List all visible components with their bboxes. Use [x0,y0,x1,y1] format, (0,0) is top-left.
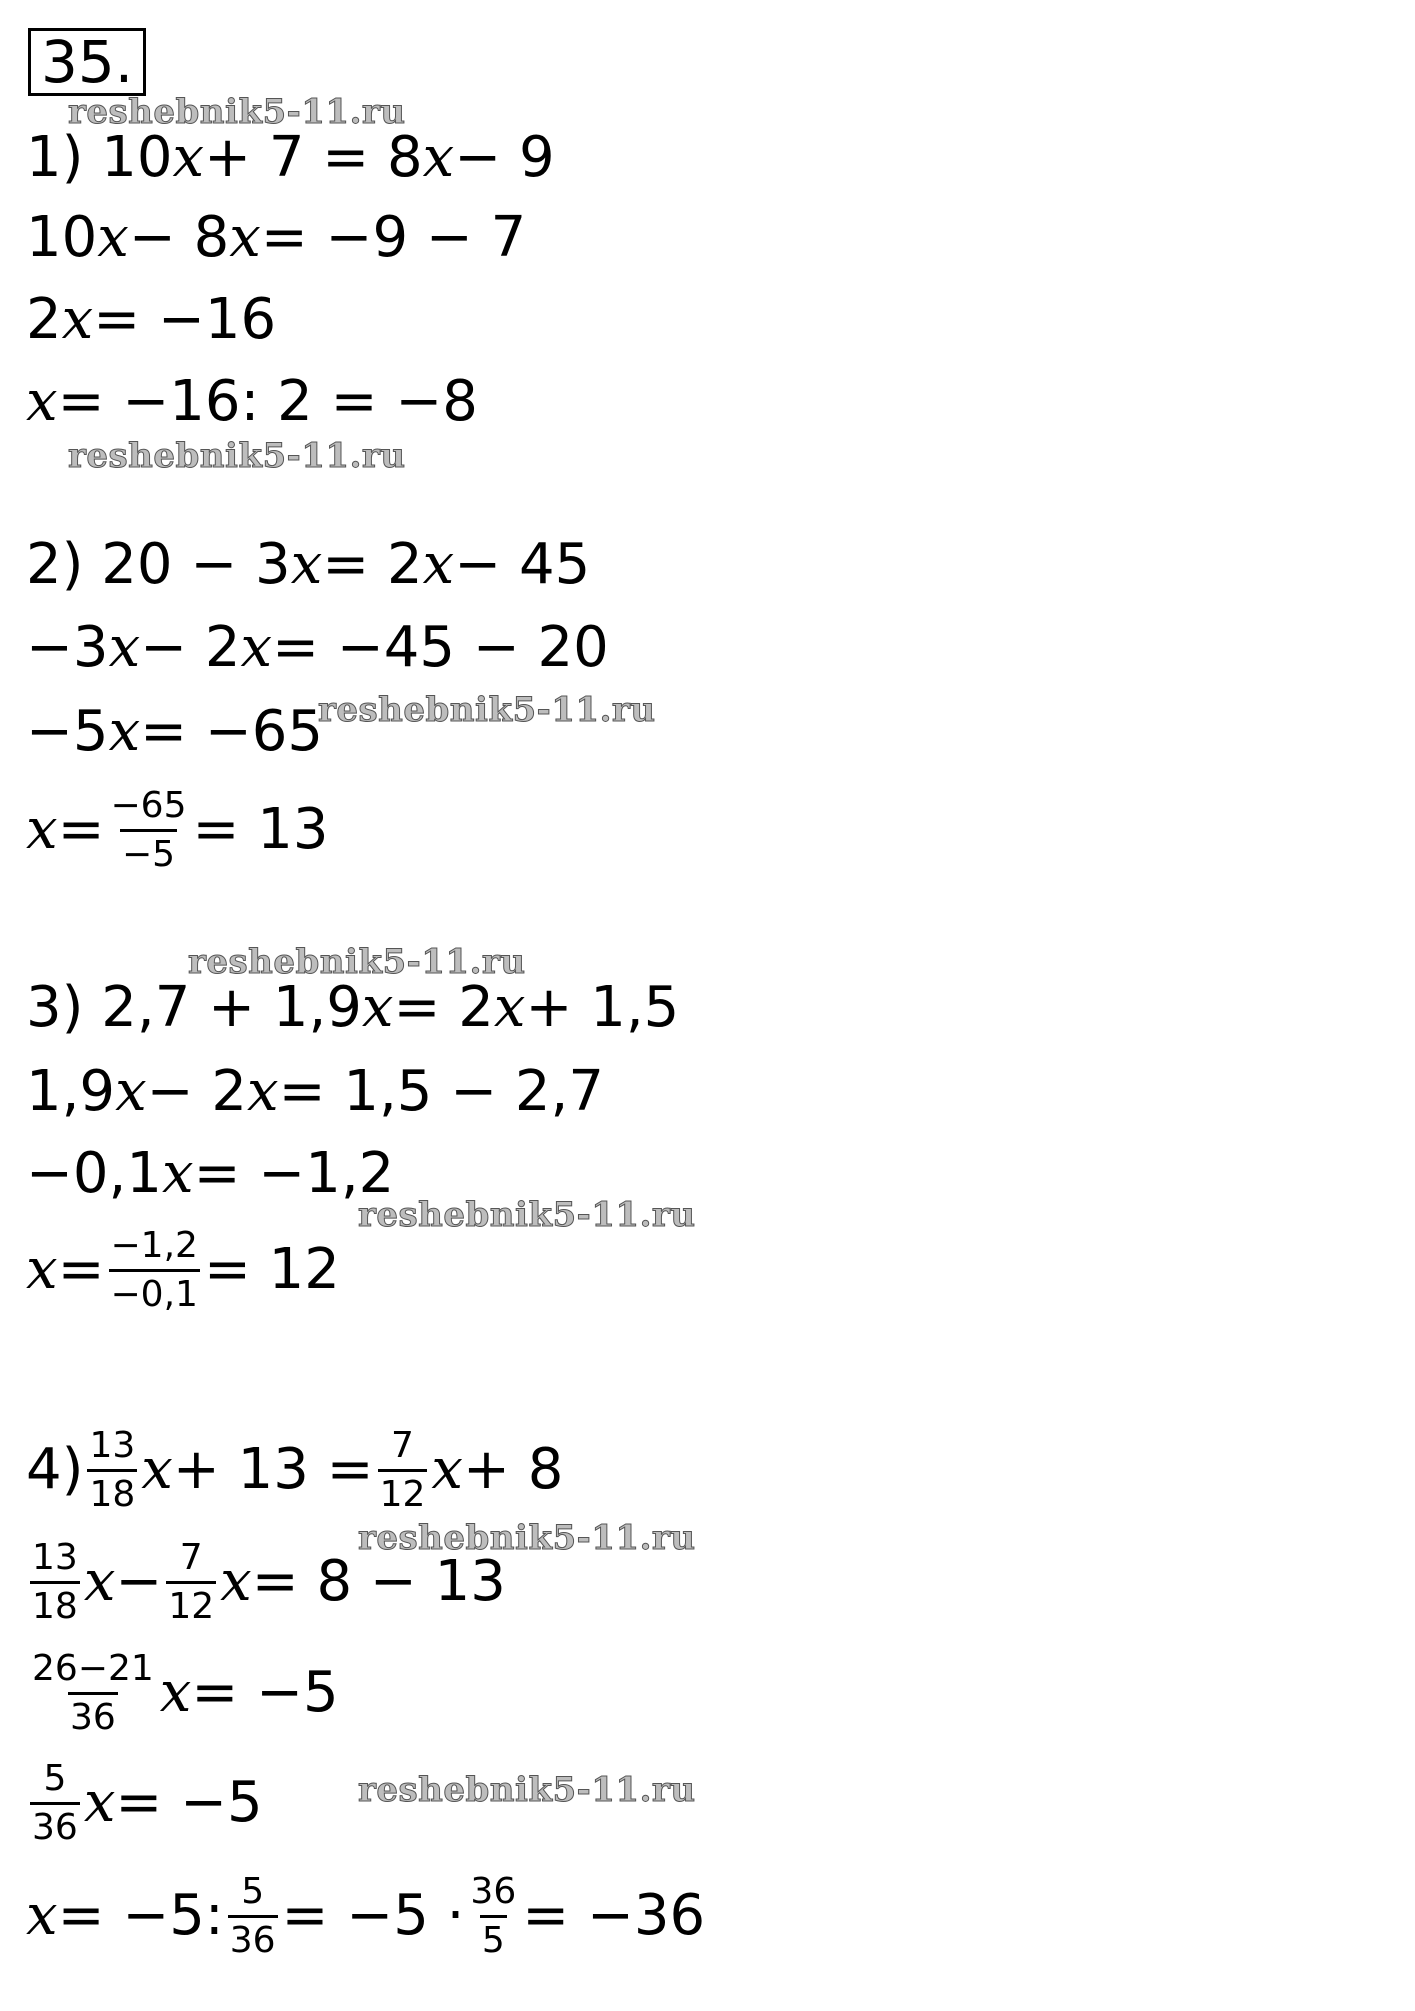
expr-text: − 2 [146,1059,248,1124]
variable-x: x [26,1237,58,1302]
problem-4-step-2 [26,1647,339,1738]
expr-text: = −5 [115,1770,263,1835]
problem-1-step-2 [26,280,276,360]
expr-text: + 7 = 8 [204,125,423,190]
expr-text: = −36 [522,1883,706,1948]
variable-x: x [83,1770,116,1835]
fraction-numerator: 26−21 [32,1647,154,1689]
problem-3-step-2 [26,1134,394,1214]
expr-text: 1,9 [26,1059,116,1124]
expr-text: 4) [26,1437,84,1502]
variable-x: x [240,615,273,680]
fraction [166,1536,216,1627]
fraction-numerator: 36 [470,1870,517,1912]
fraction-numerator: −1,2 [110,1224,198,1266]
expr-text: = −16: 2 = −8 [57,369,478,434]
variable-x: x [97,205,129,270]
variable-x: x [61,287,94,352]
variable-x: x [247,1059,279,1124]
expr-text: 3) 2,7 + 1,9 [26,975,362,1040]
variable-x: x [159,1660,192,1725]
fraction-numerator: 7 [179,1536,203,1578]
fraction [468,1870,518,1961]
expr-text: + 1,5 [525,975,680,1040]
expr-text: = −5: [57,1883,224,1948]
expr-text: = 2 [393,975,494,1040]
expr-text: 1) 10 [26,125,173,190]
variable-x: x [26,797,58,862]
variable-x: x [422,125,455,190]
fraction-denominator: 36 [68,1692,118,1736]
problem-1-step-1 [26,198,526,278]
expr-text: = 12 [203,1237,340,1302]
expr-text: 2 [26,287,62,352]
watermark-text: reshebnik5-11.ru [188,942,526,982]
variable-x: x [229,205,261,270]
problem-2-step-1 [26,608,609,688]
expr-text: − 2 [140,615,241,680]
problem-3-answer [26,1224,340,1315]
variable-x: x [493,975,526,1040]
variable-x: x [422,532,455,597]
fraction-denominator: 36 [228,1915,278,1959]
expr-text: = 1,5 − 2,7 [278,1059,604,1124]
fraction [109,1224,200,1315]
problem-4-answer [26,1870,706,1961]
fraction [109,784,189,875]
expr-text: = −1,2 [193,1141,395,1206]
watermark-text: reshebnik5-11.ru [68,436,406,476]
fraction-denominator: 12 [166,1581,216,1625]
expr-text: − 8 [128,205,230,270]
fraction-numerator: 7 [391,1424,414,1466]
fraction-numerator: −65 [110,784,187,826]
expr-text: = 13 [192,797,329,862]
variable-x: x [83,1549,116,1614]
fraction [30,1647,156,1738]
fraction [378,1424,428,1515]
watermark-text: reshebnik5-11.ru [68,92,406,132]
expr-text: = −65 [140,699,324,764]
fraction [228,1870,278,1961]
watermark-text: reshebnik5-11.ru [358,1518,696,1558]
fraction [30,1536,80,1627]
expr-text: 10 [26,205,98,270]
variable-x: x [431,1437,463,1502]
expr-text: = −45 − 20 [272,615,609,680]
variable-x: x [220,1549,252,1614]
fraction-denominator: 5 [480,1915,507,1959]
expr-text: −3 [26,615,109,680]
problem-2-answer [26,784,329,875]
problem-4-step-3 [26,1757,263,1848]
problem-4-equation [26,1424,564,1515]
expr-text: −0,1 [26,1141,162,1206]
variable-x: x [108,699,141,764]
variable-x: x [26,1883,58,1948]
expr-text: = −5 · [281,1883,465,1948]
expr-text: = 8 − 13 [251,1549,506,1614]
expr-text: − [115,1549,163,1614]
fraction-denominator: 18 [87,1469,137,1513]
fraction-denominator: −0,1 [109,1269,200,1313]
expr-text: − 9 [454,125,555,190]
problem-3-step-1 [26,1052,604,1132]
expr-text: − 45 [454,532,591,597]
expr-text: = −9 − 7 [260,205,527,270]
variable-x: x [361,975,394,1040]
expr-text: = −5 [191,1660,339,1725]
problem-1-answer [26,362,478,442]
variable-x: x [108,615,141,680]
problem-2-equation [26,525,590,605]
expr-text: −5 [26,699,109,764]
variable-x: x [161,1141,194,1206]
fraction-denominator: −5 [120,829,177,873]
expr-text: = [57,1237,105,1302]
expr-text: 2) 20 − 3 [26,532,291,597]
expr-text: = 2 [322,532,423,597]
fraction-denominator: 36 [30,1802,80,1846]
fraction [30,1757,80,1848]
watermark-text: reshebnik5-11.ru [318,690,656,730]
fraction-numerator: 13 [32,1536,78,1578]
fraction-numerator: 13 [89,1424,136,1466]
variable-x: x [115,1059,147,1124]
variable-x: x [172,125,205,190]
problem-2-step-2 [26,692,323,772]
expr-text: = [57,797,105,862]
fraction [87,1424,137,1515]
expr-text: + 8 [463,1437,564,1502]
fraction-numerator: 5 [43,1757,67,1799]
watermark-text: reshebnik5-11.ru [358,1770,696,1810]
variable-x: x [26,369,58,434]
fraction-denominator: 18 [30,1581,80,1625]
expr-text: + 13 = [172,1437,374,1502]
fraction-denominator: 12 [378,1469,428,1513]
watermark-text: reshebnik5-11.ru [358,1195,696,1235]
fraction-numerator: 5 [241,1870,265,1912]
expr-text: = −16 [93,287,277,352]
variable-x: x [141,1437,173,1502]
problem-number: 35. [28,28,146,96]
variable-x: x [290,532,323,597]
